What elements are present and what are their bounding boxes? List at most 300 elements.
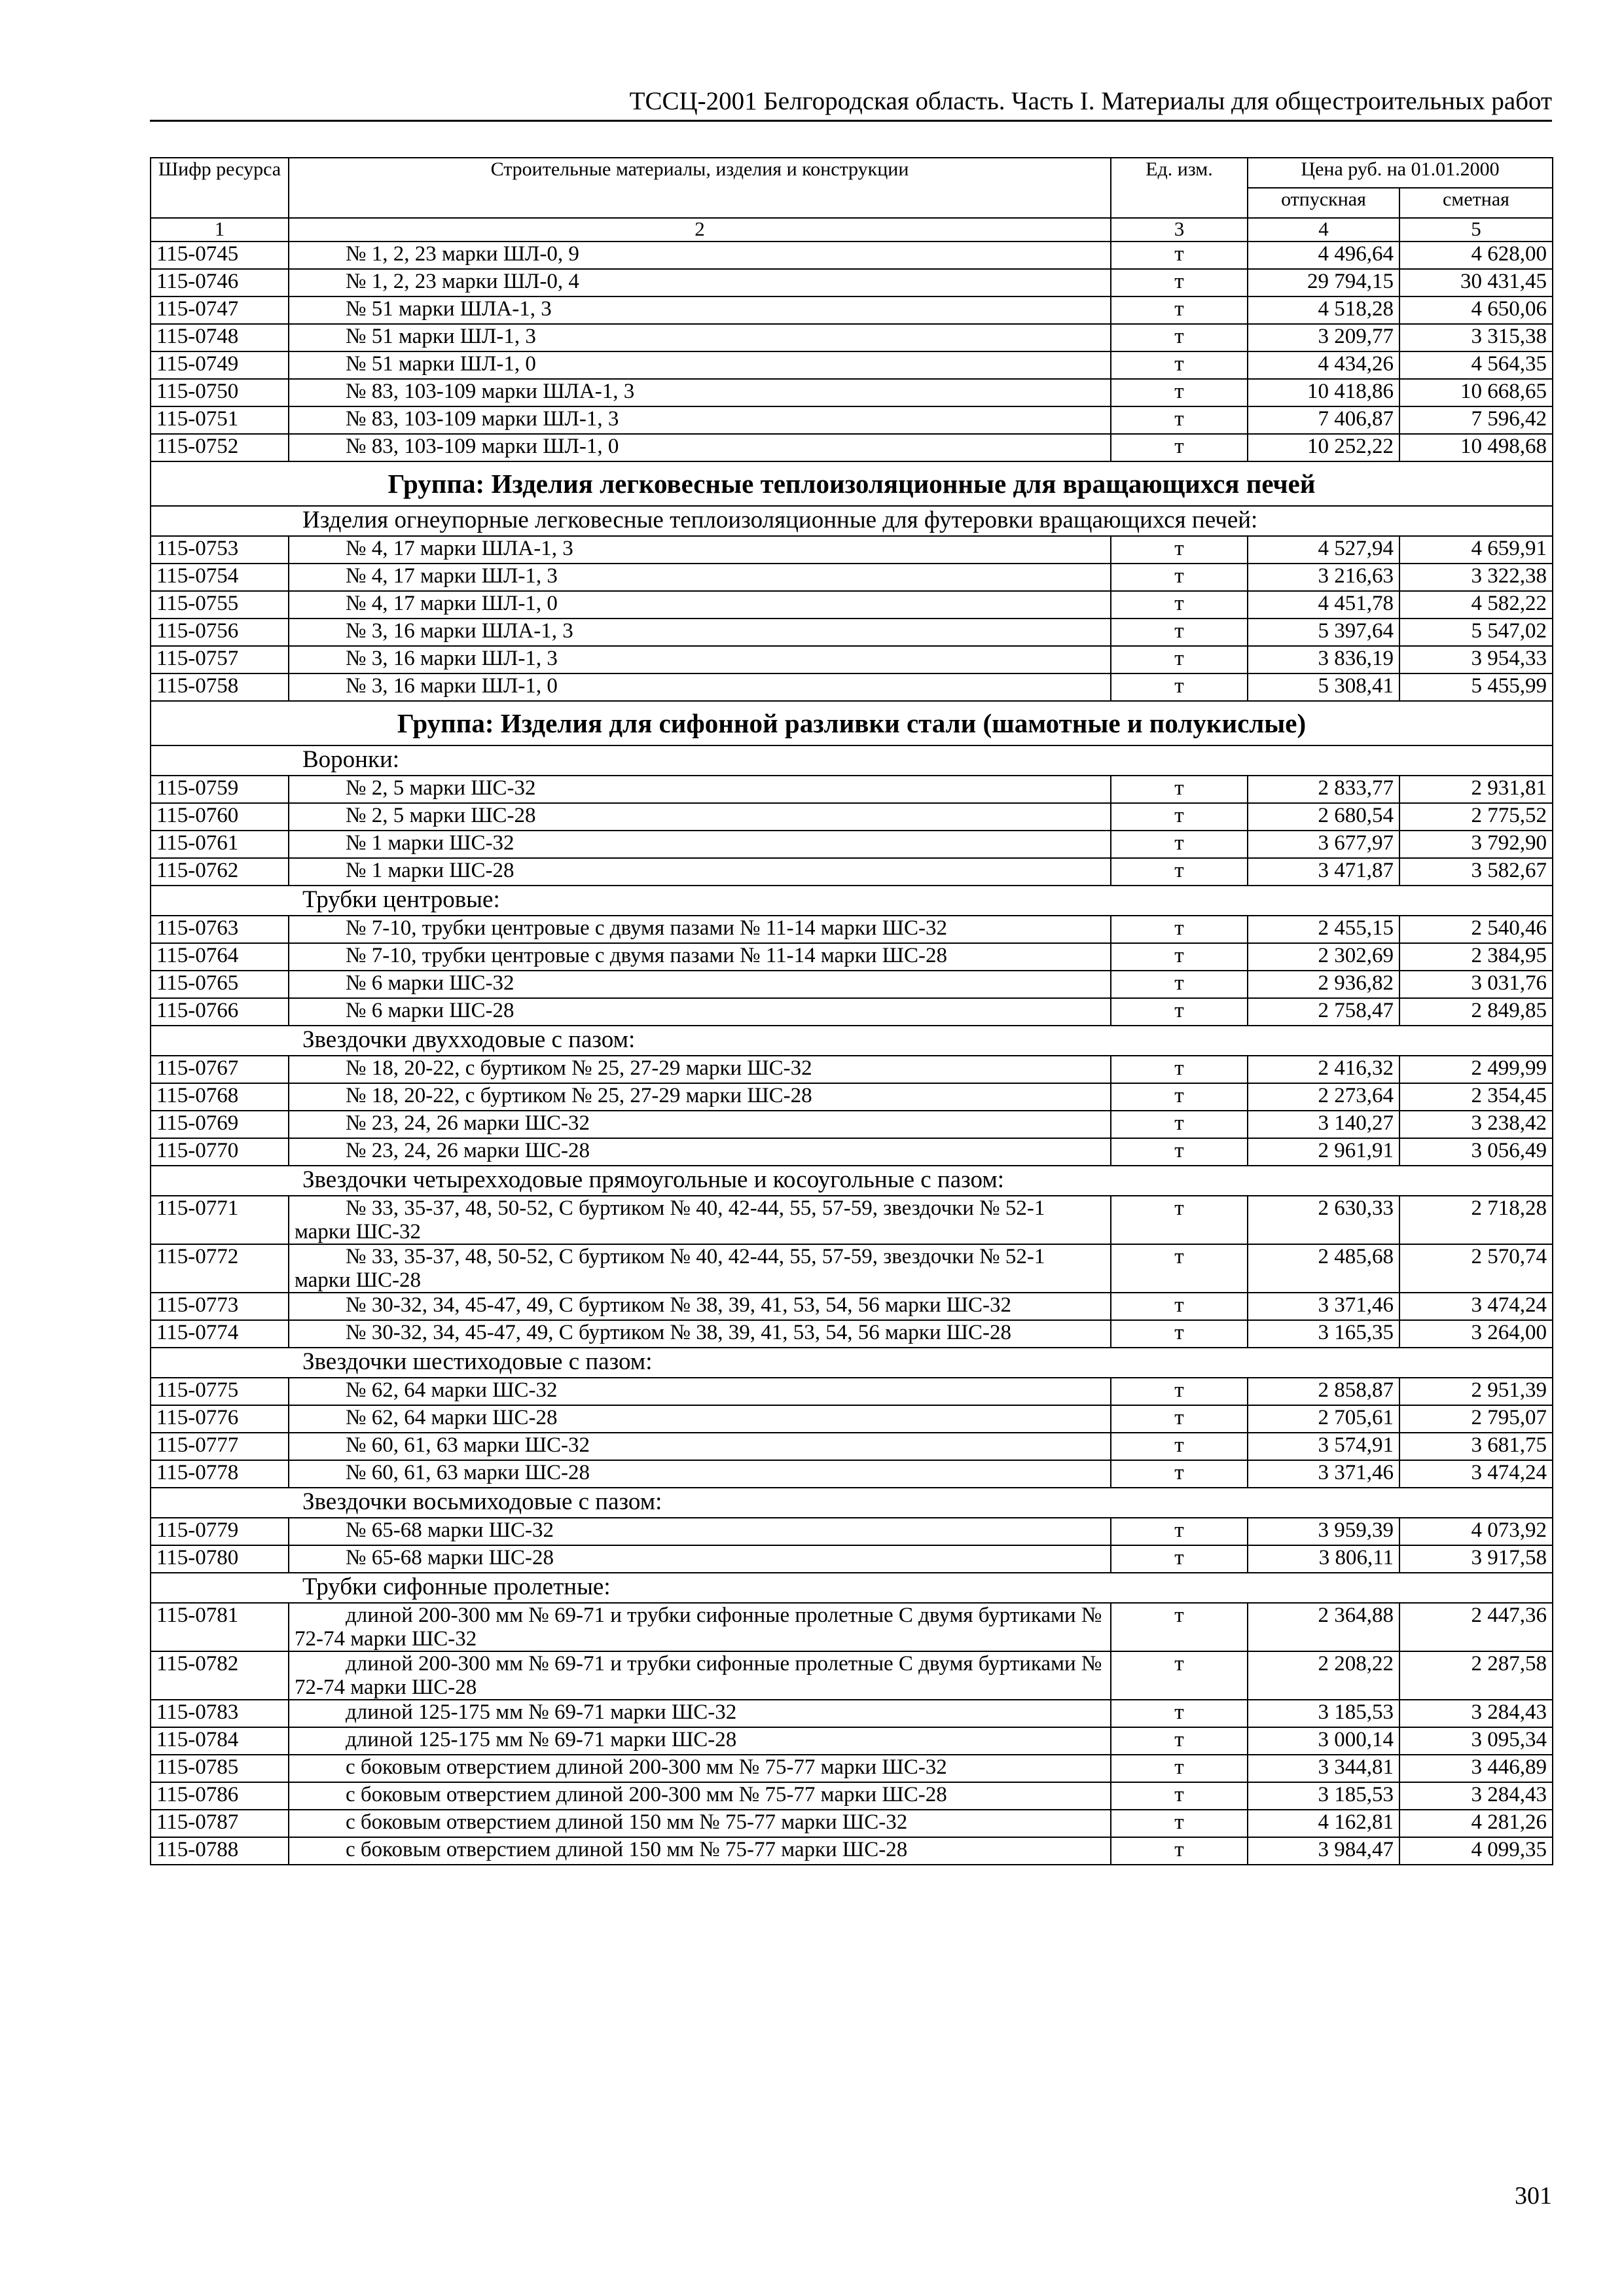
- release-price: 5 308,41: [1248, 673, 1399, 701]
- material-name-text: № 6 марки ШС-32: [346, 971, 514, 995]
- subgroup-heading-row: [151, 1573, 1553, 1603]
- resource-code: 115-0777: [151, 1433, 289, 1460]
- material-name: [289, 831, 1111, 858]
- release-price: 5 397,64: [1248, 619, 1399, 646]
- unit: т: [1111, 434, 1248, 461]
- unit: т: [1111, 971, 1248, 998]
- material-name: [289, 1837, 1111, 1865]
- material-name-text: № 7-10, трубки центровые с двумя пазами № 11-14 марки ШС-28: [346, 944, 947, 967]
- estimate-price: 2 931,81: [1399, 776, 1553, 803]
- unit: т: [1111, 831, 1248, 858]
- resource-code: 115-0779: [151, 1518, 289, 1545]
- table-row: [151, 1111, 1553, 1138]
- unit: т: [1111, 1378, 1248, 1405]
- material-name: [289, 351, 1111, 379]
- unit: т: [1111, 1755, 1248, 1782]
- release-price: 3 371,46: [1248, 1293, 1399, 1320]
- material-name-text: № 62, 64 марки ШС-28: [346, 1406, 558, 1429]
- col-number: 4: [1248, 218, 1399, 242]
- unit: т: [1111, 998, 1248, 1026]
- resource-code: 115-0780: [151, 1545, 289, 1573]
- estimate-price: 3 284,43: [1399, 1700, 1553, 1727]
- subgroup-heading: Звездочки шестиходовые с пазом:: [151, 1348, 1553, 1378]
- material-name: [289, 858, 1111, 886]
- estimate-price: 2 354,45: [1399, 1083, 1553, 1111]
- unit: т: [1111, 1651, 1248, 1700]
- release-price: 3 140,27: [1248, 1111, 1399, 1138]
- release-price: 3 471,87: [1248, 858, 1399, 886]
- subgroup-heading-row: [151, 745, 1553, 776]
- estimate-price: 3 284,43: [1399, 1782, 1553, 1810]
- table-row: [151, 803, 1553, 831]
- release-price: 2 455,15: [1248, 916, 1399, 943]
- subgroup-heading: Звездочки восьмиходовые с пазом:: [151, 1488, 1553, 1518]
- table-row: [151, 776, 1553, 803]
- release-price: 3 371,46: [1248, 1460, 1399, 1488]
- unit: т: [1111, 858, 1248, 886]
- unit: т: [1111, 1244, 1248, 1293]
- resource-code: 115-0764: [151, 943, 289, 971]
- release-price: 3 216,63: [1248, 564, 1399, 591]
- estimate-price: 2 540,46: [1399, 916, 1553, 943]
- material-name: [289, 1700, 1111, 1727]
- material-name: [289, 536, 1111, 564]
- resource-code: 115-0767: [151, 1056, 289, 1083]
- material-name: [289, 242, 1111, 269]
- col-number: 1: [151, 218, 289, 242]
- resource-code: 115-0752: [151, 434, 289, 461]
- resource-code: 115-0781: [151, 1603, 289, 1651]
- material-name: [289, 1727, 1111, 1755]
- estimate-price: 2 795,07: [1399, 1405, 1553, 1433]
- estimate-price: 3 474,24: [1399, 1460, 1553, 1488]
- subgroup-heading-row: [151, 506, 1553, 536]
- material-name: [289, 971, 1111, 998]
- material-name-text: № 23, 24, 26 марки ШС-28: [346, 1139, 590, 1162]
- table-row: [151, 619, 1553, 646]
- resource-code: 115-0785: [151, 1755, 289, 1782]
- unit: т: [1111, 1433, 1248, 1460]
- estimate-price: 2 287,58: [1399, 1651, 1553, 1700]
- estimate-price: 2 775,52: [1399, 803, 1553, 831]
- resource-code: 115-0747: [151, 296, 289, 324]
- material-name-text: № 65-68 марки ШС-28: [346, 1546, 554, 1570]
- resource-code: 115-0788: [151, 1837, 289, 1865]
- unit: т: [1111, 536, 1248, 564]
- unit: т: [1111, 324, 1248, 351]
- release-price: 3 000,14: [1248, 1727, 1399, 1755]
- subgroup-heading-row: [151, 1348, 1553, 1378]
- table-row: [151, 831, 1553, 858]
- unit: т: [1111, 1603, 1248, 1651]
- unit: т: [1111, 673, 1248, 701]
- resource-code: 115-0750: [151, 379, 289, 406]
- resource-code: 115-0765: [151, 971, 289, 998]
- material-name-text: № 65-68 марки ШС-32: [346, 1518, 554, 1542]
- material-name: [289, 1545, 1111, 1573]
- table-row: [151, 1433, 1553, 1460]
- release-price: 3 185,53: [1248, 1700, 1399, 1727]
- group-heading: Группа: Изделия легковесные теплоизоляционные для вращающихся печей: [151, 461, 1553, 506]
- estimate-price: 4 281,26: [1399, 1810, 1553, 1837]
- estimate-price: 2 499,99: [1399, 1056, 1553, 1083]
- material-name-text: № 3, 16 марки ШЛ-1, 3: [346, 647, 558, 670]
- unit: т: [1111, 1111, 1248, 1138]
- table-row: [151, 1518, 1553, 1545]
- release-price: 7 406,87: [1248, 406, 1399, 434]
- material-name: [289, 943, 1111, 971]
- material-name-text: № 7-10, трубки центровые с двумя пазами № 11-14 марки ШС-32: [346, 916, 947, 940]
- material-name-text: с боковым отверстием длиной 200-300 мм № 75-77 марки ШС-32: [346, 1755, 947, 1779]
- resource-code: 115-0761: [151, 831, 289, 858]
- estimate-price: 3 264,00: [1399, 1320, 1553, 1348]
- resource-code: 115-0784: [151, 1727, 289, 1755]
- material-name: [289, 1405, 1111, 1433]
- estimate-price: 30 431,45: [1399, 269, 1553, 296]
- col-header-price: Цена руб. на 01.01.2000: [1248, 158, 1553, 188]
- resource-code: 115-0774: [151, 1320, 289, 1348]
- unit: т: [1111, 406, 1248, 434]
- material-name: [289, 1196, 1111, 1244]
- material-name-text: № 18, 20-22, с буртиком № 25, 27-29 марки ШС-32: [346, 1056, 812, 1080]
- table-row: [151, 971, 1553, 998]
- unit: т: [1111, 1083, 1248, 1111]
- material-name: [289, 1083, 1111, 1111]
- material-name: [289, 1056, 1111, 1083]
- table-row: [151, 1837, 1553, 1865]
- material-name-text: № 1, 2, 23 марки ШЛ-0, 9: [346, 242, 579, 266]
- resource-code: 115-0773: [151, 1293, 289, 1320]
- estimate-price: 2 447,36: [1399, 1603, 1553, 1651]
- material-name: [289, 646, 1111, 673]
- estimate-price: 4 099,35: [1399, 1837, 1553, 1865]
- table-row: [151, 858, 1553, 886]
- unit: т: [1111, 564, 1248, 591]
- material-name: [289, 1244, 1111, 1293]
- table-row: [151, 564, 1553, 591]
- material-name: [289, 619, 1111, 646]
- estimate-price: 5 547,02: [1399, 619, 1553, 646]
- material-name-text: с боковым отверстием длиной 200-300 мм № 75-77 марки ШС-28: [346, 1783, 947, 1806]
- unit: т: [1111, 242, 1248, 269]
- unit: т: [1111, 351, 1248, 379]
- estimate-price: 2 951,39: [1399, 1378, 1553, 1405]
- table-row: [151, 998, 1553, 1026]
- col-number: 3: [1111, 218, 1248, 242]
- material-name: [289, 564, 1111, 591]
- material-name-text: № 3, 16 марки ШЛА-1, 3: [346, 619, 573, 643]
- release-price: 2 273,64: [1248, 1083, 1399, 1111]
- material-name-text: длиной 200-300 мм № 69-71 и трубки сифонные пролетные С двумя буртиками № 72-74 марки ШС-28: [295, 1652, 1102, 1699]
- table-row: [151, 406, 1553, 434]
- material-name-text: № 1, 2, 23 марки ШЛ-0, 4: [346, 270, 579, 293]
- table-row: [151, 1293, 1553, 1320]
- estimate-price: 2 570,74: [1399, 1244, 1553, 1293]
- resource-code: 115-0749: [151, 351, 289, 379]
- table-header-row: [151, 158, 1553, 188]
- subgroup-heading: Звездочки четырехходовые прямоугольные и косоугольные с пазом:: [151, 1166, 1553, 1196]
- estimate-price: 3 322,38: [1399, 564, 1553, 591]
- subgroup-heading-row: [151, 1166, 1553, 1196]
- release-price: 3 185,53: [1248, 1782, 1399, 1810]
- resource-code: 115-0771: [151, 1196, 289, 1244]
- estimate-price: 3 315,38: [1399, 324, 1553, 351]
- estimate-price: 2 849,85: [1399, 998, 1553, 1026]
- col-header-estimate: сметная: [1399, 188, 1553, 218]
- material-name-text: № 33, 35-37, 48, 50-52, С буртиком № 40, 42-44, 55, 57-59, звездочки № 52-1 марки ШС-32: [295, 1196, 1045, 1244]
- material-name-text: № 51 марки ШЛ-1, 0: [346, 352, 536, 376]
- table-row: [151, 1810, 1553, 1837]
- release-price: 2 416,32: [1248, 1056, 1399, 1083]
- release-price: 3 806,11: [1248, 1545, 1399, 1573]
- material-name-text: № 4, 17 марки ШЛ-1, 0: [346, 592, 558, 615]
- subgroup-heading: Воронки:: [151, 745, 1553, 776]
- table-row: [151, 1138, 1553, 1166]
- release-price: 3 959,39: [1248, 1518, 1399, 1545]
- material-name: [289, 916, 1111, 943]
- unit: т: [1111, 1056, 1248, 1083]
- material-name: [289, 1782, 1111, 1810]
- estimate-price: 3 095,34: [1399, 1727, 1553, 1755]
- material-name-text: с боковым отверстием длиной 150 мм № 75-77 марки ШС-28: [346, 1838, 908, 1861]
- table-row: [151, 646, 1553, 673]
- table-row: [151, 1727, 1553, 1755]
- material-name: [289, 803, 1111, 831]
- material-name-text: № 2, 5 марки ШС-32: [346, 776, 536, 800]
- resource-code: 115-0753: [151, 536, 289, 564]
- material-name-text: № 23, 24, 26 марки ШС-32: [346, 1111, 590, 1135]
- material-name-text: № 4, 17 марки ШЛ-1, 3: [346, 564, 558, 588]
- estimate-price: 2 384,95: [1399, 943, 1553, 971]
- estimate-price: 3 238,42: [1399, 1111, 1553, 1138]
- release-price: 3 677,97: [1248, 831, 1399, 858]
- table-row: [151, 1700, 1553, 1727]
- material-name-text: длиной 125-175 мм № 69-71 марки ШС-32: [346, 1700, 737, 1724]
- release-price: 2 705,61: [1248, 1405, 1399, 1433]
- material-name-text: № 83, 103-109 марки ШЛА-1, 3: [346, 380, 635, 403]
- unit: т: [1111, 646, 1248, 673]
- material-name-text: № 51 марки ШЛА-1, 3: [346, 297, 552, 321]
- column-numbers-row: [151, 218, 1553, 242]
- resource-code: 115-0775: [151, 1378, 289, 1405]
- table-row: [151, 1244, 1553, 1293]
- col-number: 5: [1399, 218, 1553, 242]
- release-price: 29 794,15: [1248, 269, 1399, 296]
- resource-code: 115-0768: [151, 1083, 289, 1111]
- estimate-price: 10 668,65: [1399, 379, 1553, 406]
- table-row: [151, 1083, 1553, 1111]
- subgroup-heading-row: [151, 1488, 1553, 1518]
- material-name: [289, 1603, 1111, 1651]
- material-name-text: № 60, 61, 63 марки ШС-28: [346, 1461, 590, 1484]
- resource-code: 115-0746: [151, 269, 289, 296]
- release-price: 4 162,81: [1248, 1810, 1399, 1837]
- unit: т: [1111, 1810, 1248, 1837]
- table-row: [151, 1782, 1553, 1810]
- col-header-code: Шифр ресурса: [151, 158, 289, 218]
- release-price: 2 833,77: [1248, 776, 1399, 803]
- resource-code: 115-0757: [151, 646, 289, 673]
- table-row: [151, 324, 1553, 351]
- table-row: [151, 296, 1553, 324]
- release-price: 3 344,81: [1248, 1755, 1399, 1782]
- material-name: [289, 1433, 1111, 1460]
- estimate-price: 2 718,28: [1399, 1196, 1553, 1244]
- release-price: 2 302,69: [1248, 943, 1399, 971]
- estimate-price: 3 681,75: [1399, 1433, 1553, 1460]
- subgroup-heading-row: [151, 886, 1553, 916]
- col-number: 2: [289, 218, 1111, 242]
- release-price: 2 364,88: [1248, 1603, 1399, 1651]
- estimate-price: 3 917,58: [1399, 1545, 1553, 1573]
- resource-code: 115-0745: [151, 242, 289, 269]
- release-price: 2 858,87: [1248, 1378, 1399, 1405]
- release-price: 4 496,64: [1248, 242, 1399, 269]
- resource-code: 115-0760: [151, 803, 289, 831]
- material-name: [289, 1378, 1111, 1405]
- resource-code: 115-0754: [151, 564, 289, 591]
- release-price: 3 574,91: [1248, 1433, 1399, 1460]
- unit: т: [1111, 1727, 1248, 1755]
- estimate-price: 3 446,89: [1399, 1755, 1553, 1782]
- unit: т: [1111, 776, 1248, 803]
- unit: т: [1111, 803, 1248, 831]
- material-name-text: № 4, 17 марки ШЛА-1, 3: [346, 537, 573, 560]
- material-name-text: № 30-32, 34, 45-47, 49, С буртиком № 38, 39, 41, 53, 54, 56 марки ШС-28: [346, 1321, 1012, 1344]
- release-price: 4 518,28: [1248, 296, 1399, 324]
- group-heading-row: [151, 701, 1553, 745]
- material-name-text: с боковым отверстием длиной 150 мм № 75-77 марки ШС-32: [346, 1810, 908, 1834]
- material-name-text: № 51 марки ШЛ-1, 3: [346, 325, 536, 348]
- table-row: [151, 1320, 1553, 1348]
- unit: т: [1111, 916, 1248, 943]
- resource-code: 115-0751: [151, 406, 289, 434]
- subgroup-heading-row: [151, 1026, 1553, 1056]
- table-row: [151, 1460, 1553, 1488]
- col-header-release: отпускная: [1248, 188, 1399, 218]
- unit: т: [1111, 1545, 1248, 1573]
- unit: т: [1111, 1405, 1248, 1433]
- table-row: [151, 434, 1553, 461]
- release-price: 4 527,94: [1248, 536, 1399, 564]
- material-name-text: № 2, 5 марки ШС-28: [346, 804, 536, 827]
- estimate-price: 3 792,90: [1399, 831, 1553, 858]
- table-row: [151, 591, 1553, 619]
- resource-code: 115-0758: [151, 673, 289, 701]
- material-name: [289, 434, 1111, 461]
- material-name-text: длиной 125-175 мм № 69-71 марки ШС-28: [346, 1728, 737, 1751]
- resource-code: 115-0755: [151, 591, 289, 619]
- material-name: [289, 324, 1111, 351]
- col-header-name: Строительные материалы, изделия и конструкции: [289, 158, 1111, 218]
- resource-code: 115-0756: [151, 619, 289, 646]
- material-name: [289, 776, 1111, 803]
- table-row: [151, 536, 1553, 564]
- estimate-price: 4 073,92: [1399, 1518, 1553, 1545]
- estimate-price: 5 455,99: [1399, 673, 1553, 701]
- material-name-text: № 30-32, 34, 45-47, 49, С буртиком № 38, 39, 41, 53, 54, 56 марки ШС-32: [346, 1293, 1012, 1317]
- material-name: [289, 406, 1111, 434]
- estimate-price: 3 474,24: [1399, 1293, 1553, 1320]
- table-row: [151, 1755, 1553, 1782]
- material-name: [289, 673, 1111, 701]
- release-price: 3 165,35: [1248, 1320, 1399, 1348]
- table-row: [151, 943, 1553, 971]
- unit: т: [1111, 1837, 1248, 1865]
- material-name: [289, 1518, 1111, 1545]
- resource-code: 115-0787: [151, 1810, 289, 1837]
- table-row: [151, 242, 1553, 269]
- release-price: 2 961,91: [1248, 1138, 1399, 1166]
- material-name: [289, 1320, 1111, 1348]
- unit: т: [1111, 1196, 1248, 1244]
- material-name: [289, 1460, 1111, 1488]
- estimate-price: 4 659,91: [1399, 536, 1553, 564]
- subgroup-heading: Изделия огнеупорные легковесные теплоизоляционные для футеровки вращающихся печей:: [151, 506, 1553, 536]
- material-name-text: № 83, 103-109 марки ШЛ-1, 3: [346, 407, 619, 431]
- material-name-text: № 3, 16 марки ШЛ-1, 0: [346, 674, 558, 698]
- subgroup-heading: Трубки центровые:: [151, 886, 1553, 916]
- material-name-text: длиной 200-300 мм № 69-71 и трубки сифонные пролетные С двумя буртиками № 72-74 марки ШС-32: [295, 1604, 1102, 1651]
- price-table: [150, 157, 1553, 1865]
- material-name: [289, 379, 1111, 406]
- unit: т: [1111, 1460, 1248, 1488]
- table-row: [151, 351, 1553, 379]
- estimate-price: 3 582,67: [1399, 858, 1553, 886]
- page-number: 301: [1515, 2182, 1552, 2210]
- resource-code: 115-0786: [151, 1782, 289, 1810]
- estimate-price: 3 056,49: [1399, 1138, 1553, 1166]
- resource-code: 115-0762: [151, 858, 289, 886]
- material-name-text: № 83, 103-109 марки ШЛ-1, 0: [346, 435, 619, 458]
- resource-code: 115-0782: [151, 1651, 289, 1700]
- material-name-text: № 1 марки ШС-32: [346, 831, 514, 855]
- material-name-text: № 1 марки ШС-28: [346, 859, 514, 882]
- resource-code: 115-0772: [151, 1244, 289, 1293]
- unit: т: [1111, 296, 1248, 324]
- unit: т: [1111, 1320, 1248, 1348]
- resource-code: 115-0770: [151, 1138, 289, 1166]
- resource-code: 115-0778: [151, 1460, 289, 1488]
- table-row: [151, 1405, 1553, 1433]
- group-heading-row: [151, 461, 1553, 506]
- release-price: 4 434,26: [1248, 351, 1399, 379]
- unit: т: [1111, 943, 1248, 971]
- material-name: [289, 1810, 1111, 1837]
- release-price: 10 252,22: [1248, 434, 1399, 461]
- material-name: [289, 998, 1111, 1026]
- page-header: ТССЦ-2001 Белгородская область. Часть I. Материалы для общестроительных работ: [150, 86, 1552, 122]
- release-price: 2 485,68: [1248, 1244, 1399, 1293]
- material-name: [289, 1138, 1111, 1166]
- unit: т: [1111, 269, 1248, 296]
- material-name: [289, 1651, 1111, 1700]
- subgroup-heading: Трубки сифонные пролетные:: [151, 1573, 1553, 1603]
- release-price: 3 209,77: [1248, 324, 1399, 351]
- release-price: 3 984,47: [1248, 1837, 1399, 1865]
- unit: т: [1111, 619, 1248, 646]
- resource-code: 115-0748: [151, 324, 289, 351]
- material-name: [289, 296, 1111, 324]
- table-row: [151, 1545, 1553, 1573]
- release-price: 2 630,33: [1248, 1196, 1399, 1244]
- release-price: 2 680,54: [1248, 803, 1399, 831]
- release-price: 2 208,22: [1248, 1651, 1399, 1700]
- table-row: [151, 269, 1553, 296]
- table-row: [151, 1056, 1553, 1083]
- material-name: [289, 1111, 1111, 1138]
- table-row: [151, 1378, 1553, 1405]
